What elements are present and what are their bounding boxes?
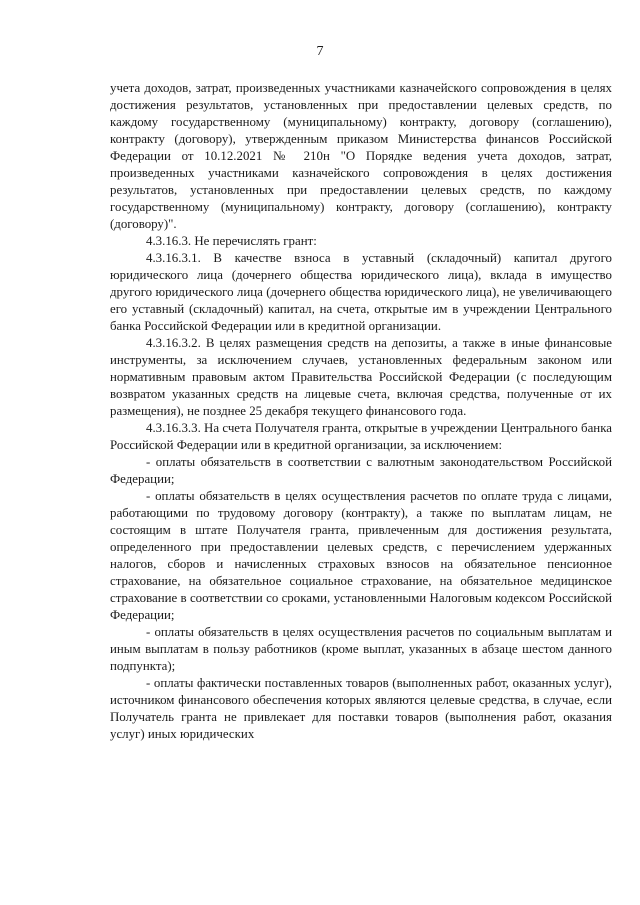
paragraph: 4.3.16.3.3. На счета Получателя гранта, открытые в учреждении Центрального банка Российской Федерации или в кредитной организации, за исключением: [110, 421, 612, 452]
paragraph: 4.3.16.3.1. В качестве взноса в уставный (складочный) капитал другого юридического лица (дочернего общества юридического лица), вклада в имущество другого юридического лица (дочернего общества юридического лица), не увеличивающего его уставный (складочный) капитал, на счета, открытые им в учреждении Центрального банка Российской Федерации или в кредитной организации. [110, 251, 612, 333]
paragraph: учета доходов, затрат, произведенных участниками казначейского сопровождения в целях достижения результатов, установленных при предоставлении целевых средств, по каждому государственному (муниципальному) контракту, договору (соглашению), контракту (договору), утвержденным приказом Министерства финансов Российской Федерации от 10.12.2021 № 210н "О Порядке ведения учета доходов, затрат, произведенных участниками казначейского сопровождения в целях достижения результатов, установленных при предоставлении целевых средств, по каждому государственному (муниципальному) контракту, договору (соглашению), контракту (договору)". [110, 81, 612, 231]
document-body [110, 80, 612, 743]
paragraph: 4.3.16.3.2. В целях размещения средств на депозиты, а также в иные финансовые инструменты, за исключением случаев, установленных федеральным законом или нормативным правовым актом Правительства Российской Федерации (с последующим возвратом указанных средств на лицевые счета, включая средства, полученные от их размещения), не позднее 25 декабря текущего финансового года. [110, 336, 612, 418]
paragraph: - оплаты обязательств в целях осуществления расчетов по оплате труда с лицами, работающими по трудовому договору (контракту), а также по выплатам лицам, не состоящим в штате Получателя гранта, привлеченным для достижения результата, определенного при предоставлении целевых средств, с перечислением удержанных налогов, сборов и начисленных страховых взносов на обязательное пенсионное страхование, на обязательное социальное страхование, на обязательное медицинское страхование в соответствии со сроками, установленными Налоговым кодексом Российской Федерации; [110, 489, 612, 622]
paragraph: - оплаты фактически поставленных товаров (выполненных работ, оказанных услуг), источником финансового обеспечения которых являются целевые средства, в случае, если Получатель гранта не привлекает для поставки товаров (выполнения работ, оказания услуг) иных юридических [110, 676, 612, 741]
paragraph: 4.3.16.3. Не перечислять грант: [146, 234, 317, 248]
paragraph: - оплаты обязательств в соответствии с валютным законодательством Российской Федерации; [110, 455, 612, 486]
page-number: 7 [316, 44, 324, 59]
paragraph: - оплаты обязательств в целях осуществления расчетов по социальным выплатам и иным выплатам в пользу работников (кроме выплат, указанных в абзаце шестом данного подпункта); [110, 625, 612, 673]
